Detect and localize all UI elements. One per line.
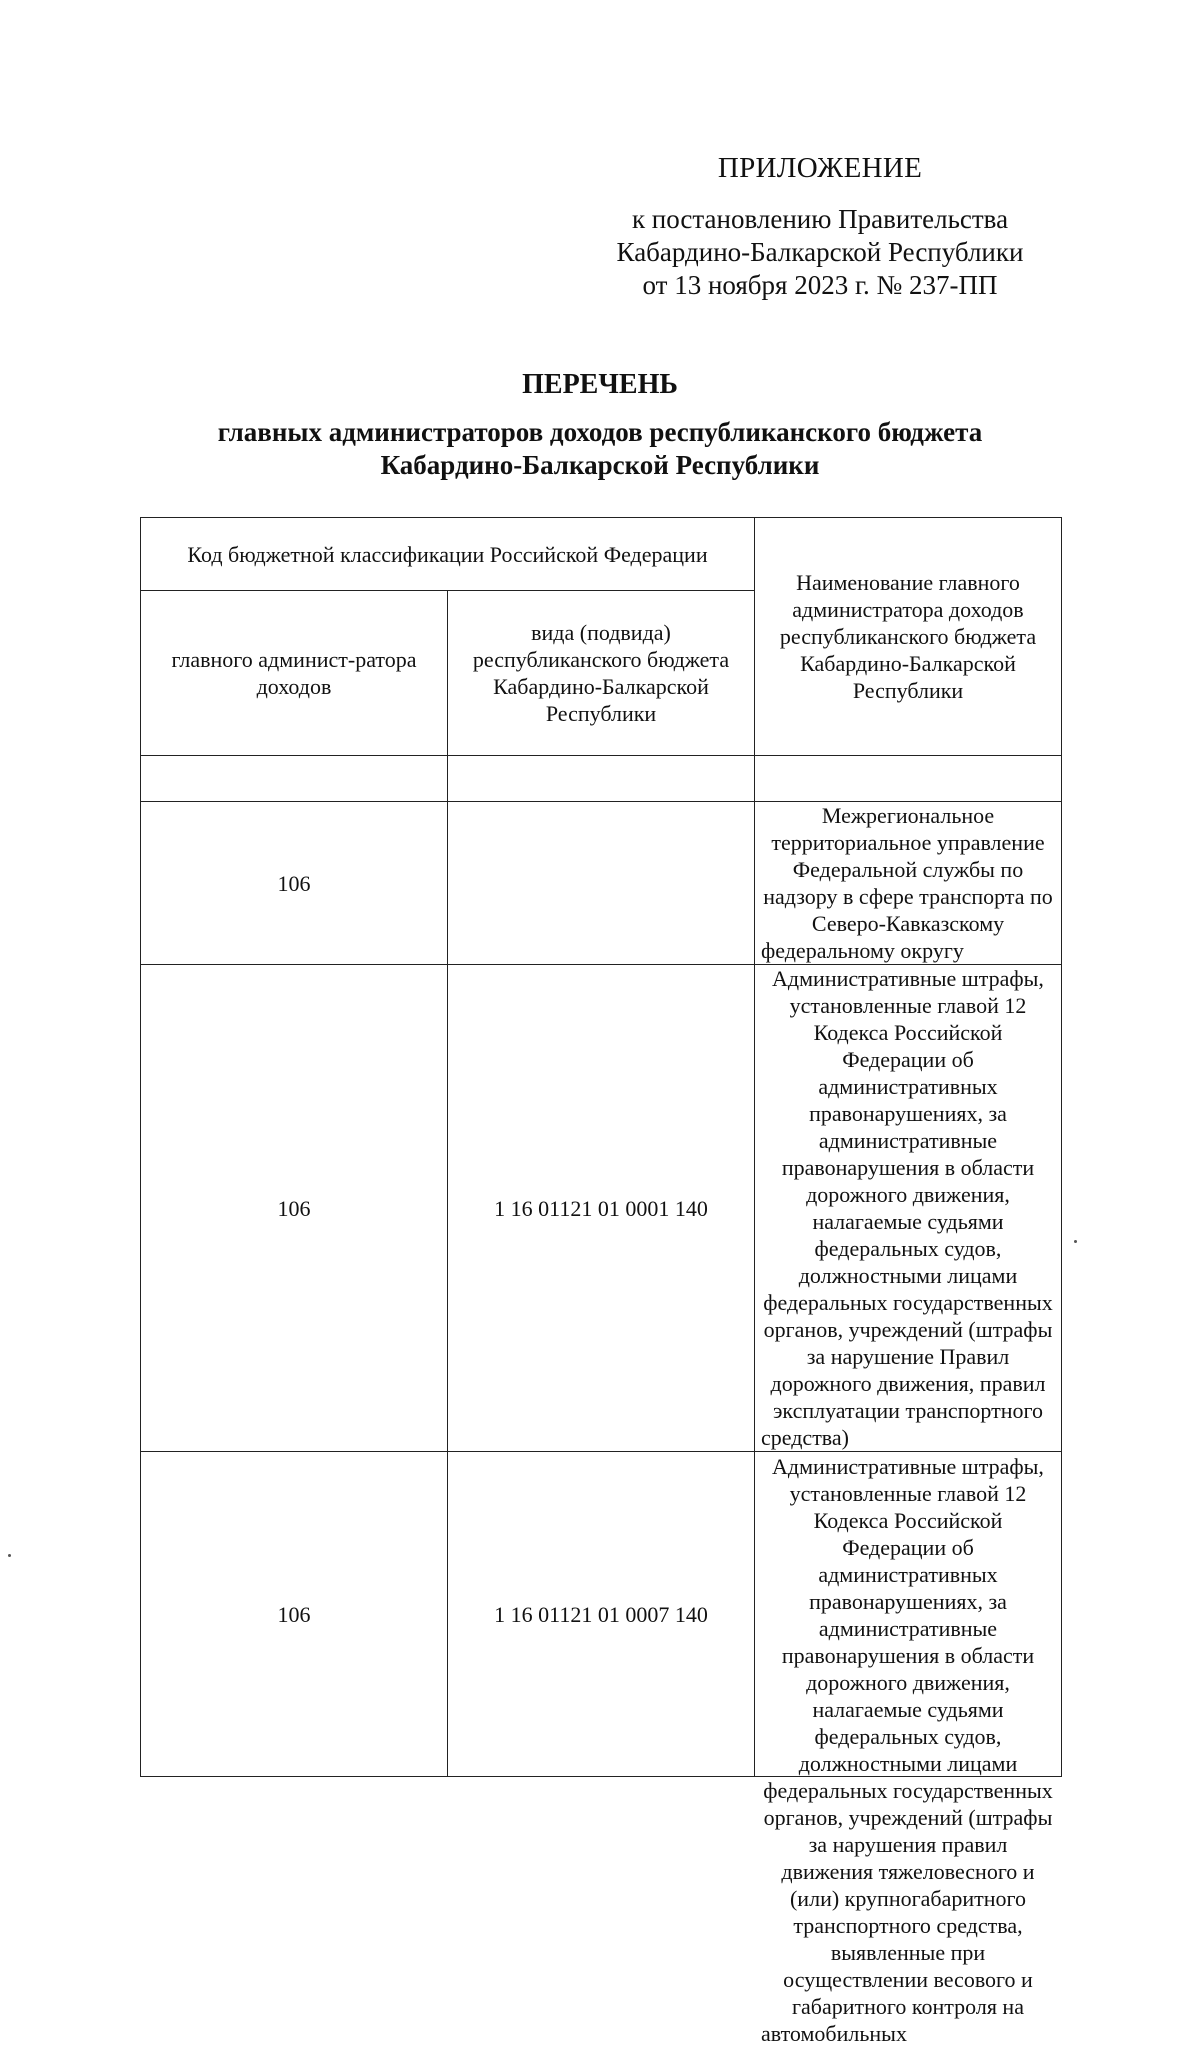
administrators-table — [140, 517, 1062, 2046]
table-row — [141, 965, 1062, 1452]
header-name: Наименование главного администратора доходов республиканского бюджета Кабардино-Балкарской Республики — [755, 518, 1062, 756]
name-cell — [755, 1452, 1062, 2046]
document-subtitle-line-2: Кабардино-Балкарской Республики — [380, 450, 820, 480]
appendix-line-3: от 13 ноября 2023 г. № 237-ПП — [642, 270, 998, 300]
admin-code-cell: 106 — [141, 965, 448, 1452]
header-admin-code: главного админист-ратора доходов — [141, 591, 448, 756]
table-header-row — [141, 518, 1062, 591]
table-row — [141, 802, 1062, 965]
document-subtitle-line-1: главных администраторов доходов республиканского бюджета — [217, 417, 983, 447]
name-cell: Административные штрафы, установленные главой 12 Кодекса Российской Федерации об административных правонарушениях, за административные правонарушения в области дорожного движения, налагаемые судьями федеральных судов, должностными лицами федеральных государственных органов, учреждений (штрафы за нарушение Правил дорожного движения, правил эксплуатации транспортного средства) — [755, 965, 1062, 1452]
kind-code-cell: 1 16 01121 01 0001 140 — [448, 965, 755, 1452]
kind-code-cell: 1 16 01121 01 0007 140 — [448, 1452, 755, 1777]
table-row — [141, 1452, 1062, 1777]
document-title: ПЕРЕЧЕНЬ — [522, 369, 678, 400]
appendix-line-2: Кабардино-Балкарской Республики — [616, 237, 1024, 267]
appendix-block — [560, 152, 1080, 302]
table-empty-row — [141, 756, 1062, 802]
appendix-title: ПРИЛОЖЕНИЕ — [717, 152, 923, 184]
header-classification: Код бюджетной классификации Российской Федерации — [141, 518, 755, 591]
header-kind-code: вида (подвида) республиканского бюджета Кабардино-Балкарской Республики — [448, 591, 755, 756]
admin-code-cell: 106 — [141, 1452, 448, 1777]
scan-speck — [1074, 1240, 1077, 1243]
name-text: Административные штрафы, установленные главой 12 Кодекса Российской Федерации об административных правонарушениях, за административные правонарушения в области дорожного движения, налагаемые судьями федеральных судов, должностными лицами федеральных государственных органов, учреждений (штрафы за нарушения правил движения тяжеловесного и (или) крупногабаритного транспортного средства, выявленные при осуществлении весового и габаритного контроля на автомобильных — [761, 1454, 1053, 2046]
empty-cell — [141, 756, 448, 802]
empty-cell — [755, 756, 1062, 802]
scan-speck — [8, 1554, 11, 1557]
document-heading — [140, 368, 1060, 482]
name-cell: Межрегиональное территориальное управление Федеральной службы по надзору в сфере транспорта по Северо-Кавказскому федеральному округу — [755, 802, 1062, 965]
kind-code-cell — [448, 802, 755, 965]
appendix-line-1: к постановлению Правительства — [631, 204, 1009, 234]
empty-cell — [448, 756, 755, 802]
admin-code-cell: 106 — [141, 802, 448, 965]
